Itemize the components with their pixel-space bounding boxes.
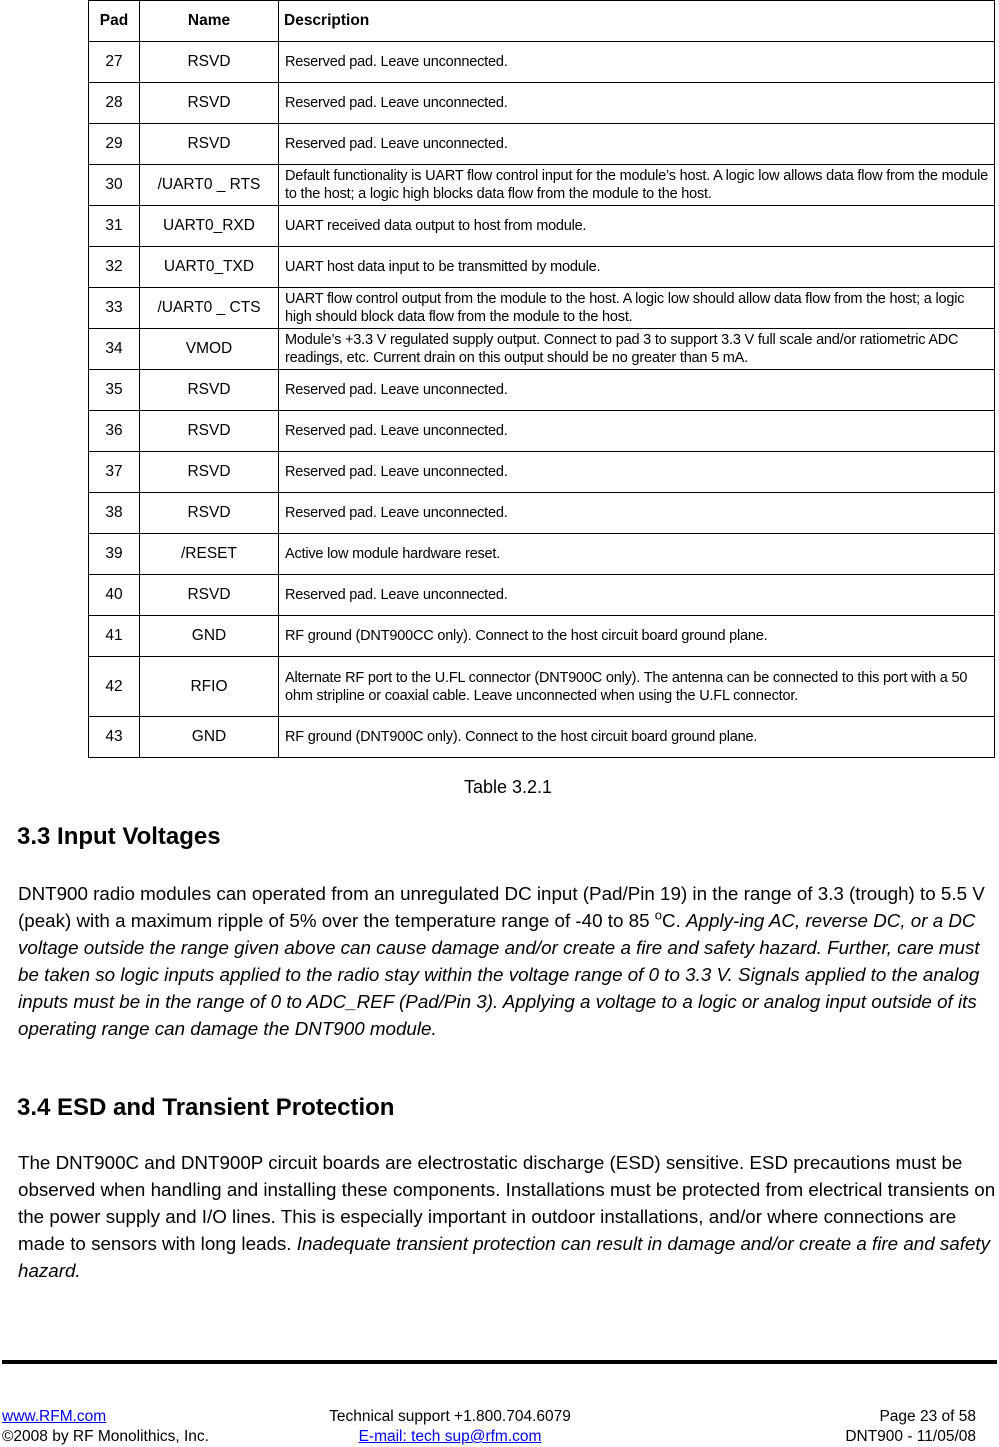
table-row bbox=[89, 83, 995, 124]
table-header-row bbox=[89, 1, 995, 42]
pad-cell: 28 bbox=[89, 83, 140, 124]
section-heading-input-voltages: 3.3 Input Voltages bbox=[17, 823, 221, 850]
table-row bbox=[89, 165, 995, 206]
pad-cell: 39 bbox=[89, 534, 140, 575]
name-cell: UART0_RXD bbox=[140, 206, 279, 247]
table-row bbox=[89, 657, 995, 717]
table-row bbox=[89, 452, 995, 493]
pad-cell: 36 bbox=[89, 411, 140, 452]
table-row bbox=[89, 534, 995, 575]
description-cell: Reserved pad. Leave unconnected. bbox=[279, 83, 995, 124]
degree-superscript: o bbox=[654, 907, 663, 923]
table-row bbox=[89, 206, 995, 247]
name-cell: VMOD bbox=[140, 329, 279, 370]
name-cell: RSVD bbox=[140, 493, 279, 534]
email-link[interactable]: E-mail: tech sup@rfm.com bbox=[358, 1428, 542, 1445]
section-heading-esd: 3.4 ESD and Transient Protection bbox=[17, 1094, 395, 1121]
name-cell: GND bbox=[140, 717, 279, 758]
table-row bbox=[89, 370, 995, 411]
name-cell: RSVD bbox=[140, 124, 279, 165]
table-row bbox=[89, 717, 995, 758]
header-description: Description bbox=[279, 1, 995, 42]
pad-cell: 30 bbox=[89, 165, 140, 206]
esd-text: The DNT900C and DNT900P circuit boards are electrostatic discharge (ESD) sensitive. ESD precautions must be observed when handling and installing these components. Installations must be protected from electrical transients on the power supply and I/O lines. This is especially important in outdoor installations, and/or where connections are made to sensors with long leads. bbox=[18, 1152, 996, 1255]
name-cell: RSVD bbox=[140, 575, 279, 616]
pad-cell: 40 bbox=[89, 575, 140, 616]
name-cell: RSVD bbox=[140, 42, 279, 83]
description-cell: Default functionality is UART flow control input for the module’s host. A logic low allows data flow from the module to the host; a logic high blocks data flow from the module to the host. bbox=[279, 165, 995, 206]
website-link[interactable]: www.RFM.com bbox=[2, 1408, 107, 1425]
table-row bbox=[89, 124, 995, 165]
pad-cell: 32 bbox=[89, 247, 140, 288]
description-cell: UART flow control output from the module to the host. A logic low should allow data flow from the host; a logic high should block data flow from the module to the host. bbox=[279, 288, 995, 329]
name-cell: GND bbox=[140, 616, 279, 657]
description-cell: Reserved pad. Leave unconnected. bbox=[279, 452, 995, 493]
name-cell: /RESET bbox=[140, 534, 279, 575]
input-voltages-unit: C. bbox=[662, 910, 687, 932]
pad-cell: 38 bbox=[89, 493, 140, 534]
description-cell bbox=[279, 329, 995, 370]
table-row bbox=[89, 288, 995, 329]
table-row bbox=[89, 329, 995, 370]
pad-cell: 37 bbox=[89, 452, 140, 493]
description-cell: RF ground (DNT900C only). Connect to the host circuit board ground plane. bbox=[279, 717, 995, 758]
document-id: DNT900 - 11/05/08 bbox=[845, 1428, 976, 1445]
name-cell: RSVD bbox=[140, 411, 279, 452]
description-cell: Reserved pad. Leave unconnected. bbox=[279, 124, 995, 165]
name-cell: RFIO bbox=[140, 657, 279, 717]
header-pad: Pad bbox=[89, 1, 140, 42]
description-cell: UART host data input to be transmitted by module. bbox=[279, 247, 995, 288]
description-cell: Reserved pad. Leave unconnected. bbox=[279, 575, 995, 616]
footer-right bbox=[845, 1407, 976, 1447]
table-caption: Table 3.2.1 bbox=[463, 777, 553, 797]
description-cell: RF ground (DNT900CC only). Connect to the host circuit board ground plane. bbox=[279, 616, 995, 657]
pad-cell: 42 bbox=[89, 657, 140, 717]
pad-cell: 35 bbox=[89, 370, 140, 411]
description-clip: Module’s +3.3 V regulated supply output. Connect to pad 3 to support 3.3 V full scale and/or ratiometric ADC readings, etc. Current drain on this output should be no greater than 5 mA. bbox=[285, 332, 959, 366]
copyright: ©2008 by RF Monolithics, Inc. bbox=[2, 1428, 209, 1445]
table-row bbox=[89, 616, 995, 657]
footer-rule bbox=[2, 1360, 997, 1364]
pin-table bbox=[88, 0, 995, 758]
name-cell: UART0_TXD bbox=[140, 247, 279, 288]
pad-cell: 41 bbox=[89, 616, 140, 657]
footer-center bbox=[0, 1407, 900, 1447]
table-row bbox=[89, 42, 995, 83]
header-name: Name bbox=[140, 1, 279, 42]
description-cell: Alternate RF port to the U.FL connector (DNT900C only). The antenna can be connected to this port with a 50 ohm stripline or coaxial cable. Leave unconnected when using the U.FL connector. bbox=[279, 657, 995, 717]
pad-cell: 33 bbox=[89, 288, 140, 329]
esd-warning: Inadequate transient protection can result in damage and/or create a fire and safety hazard. bbox=[18, 1233, 991, 1282]
description-cell: Active low module hardware reset. bbox=[279, 534, 995, 575]
esd-paragraph bbox=[18, 1149, 998, 1284]
name-cell: RSVD bbox=[140, 370, 279, 411]
input-voltages-text: DNT900 radio modules can operated from an unregulated DC input (Pad/Pin 19) in the range of 3.3 (trough) to 5.5 V (peak) with a maximum ripple of 5% over the temperature range of -40 to 85 bbox=[18, 883, 985, 932]
name-cell: RSVD bbox=[140, 452, 279, 493]
pad-cell: 34 bbox=[89, 329, 140, 370]
name-cell: /UART0 _ RTS bbox=[140, 165, 279, 206]
name-cell: /UART0 _ CTS bbox=[140, 288, 279, 329]
pad-cell: 43 bbox=[89, 717, 140, 758]
pad-cell: 27 bbox=[89, 42, 140, 83]
description-cell: Reserved pad. Leave unconnected. bbox=[279, 370, 995, 411]
page-number: Page 23 of 58 bbox=[879, 1408, 976, 1425]
table-row bbox=[89, 247, 995, 288]
table-row bbox=[89, 411, 995, 452]
input-voltages-warning: Apply-ing AC, reverse DC, or a DC voltage outside the range given above can cause damage and/or create a fire and safety hazard. Further, care must be taken so logic inputs applied to the radio stay within the voltage range of 0 to 3.3 V. Signals applied to the analog inputs must be in the range of 0 to ADC_REF (Pad/Pin 3). Applying a voltage to a logic or analog input outside of its operating range can damage the DNT900 module. bbox=[18, 910, 980, 1040]
support-phone: Technical support +1.800.704.6079 bbox=[329, 1408, 571, 1425]
description-cell: Reserved pad. Leave unconnected. bbox=[279, 411, 995, 452]
name-cell: RSVD bbox=[140, 83, 279, 124]
pad-cell: 31 bbox=[89, 206, 140, 247]
description-cell: Reserved pad. Leave unconnected. bbox=[279, 493, 995, 534]
description-cell: UART received data output to host from module. bbox=[279, 206, 995, 247]
input-voltages-paragraph bbox=[18, 880, 986, 1043]
pad-cell: 29 bbox=[89, 124, 140, 165]
description-cell: Reserved pad. Leave unconnected. bbox=[279, 42, 995, 83]
table-row bbox=[89, 493, 995, 534]
table-row bbox=[89, 575, 995, 616]
